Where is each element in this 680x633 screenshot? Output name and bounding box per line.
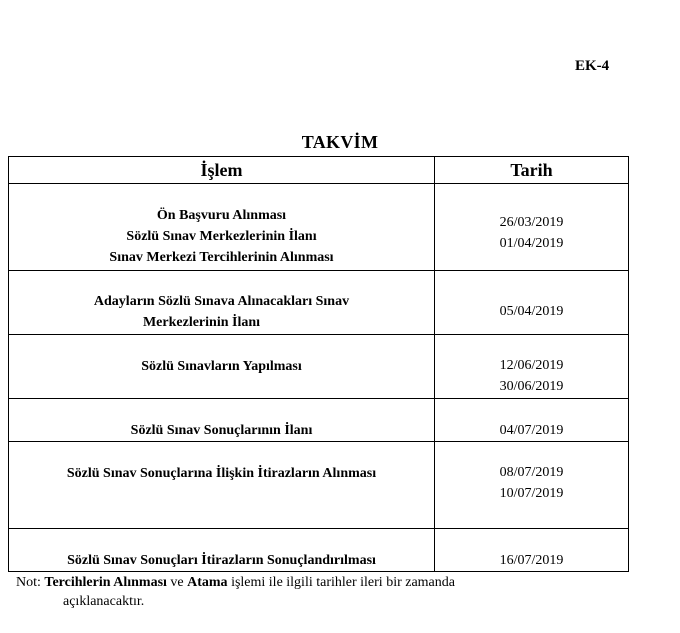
operation-line: Sözlü Sınav Sonuçlarına İlişkin İtirazların Alınması [66, 466, 377, 481]
operation-line: Sözlü Sınav Merkezlerinin İlanı [126, 229, 317, 244]
note-text: ve [170, 575, 184, 590]
table-row [9, 442, 629, 529]
table-header-row [9, 157, 629, 184]
date-cell [435, 442, 629, 529]
operation-cell [9, 184, 435, 271]
operation-line: Sözlü Sınav Sonuçları İtirazların Sonuçlandırılması [67, 553, 376, 568]
operation-cell [9, 335, 435, 399]
date-line: 26/03/2019 [499, 215, 564, 230]
table-row [9, 271, 629, 335]
header-operation: İşlem [9, 157, 435, 184]
operation-line: Sözlü Sınavların Yapılması [141, 359, 302, 374]
date-cell [435, 335, 629, 399]
operation-line: Sözlü Sınav Sonuçlarının İlanı [130, 423, 313, 438]
date-line: 12/06/2019 [499, 358, 564, 373]
note-line-2: açıklanacaktır. [63, 594, 145, 609]
date-cell [435, 271, 629, 335]
operation-cell [9, 442, 435, 529]
operation-cell [9, 529, 435, 572]
note-prefix: Not: [16, 575, 41, 590]
note-text: işlemi ile ilgili tarihler ileri bir zamanda [231, 575, 455, 590]
operation-line: Sınav Merkezi Tercihlerinin Alınması [109, 250, 334, 265]
date-cell [435, 184, 629, 271]
footnote [16, 573, 455, 611]
table-row [9, 184, 629, 271]
table-row [9, 399, 629, 442]
operation-line: Adayların Sözlü Sınava Alınacakları Sınav [93, 294, 350, 309]
date-line: 04/07/2019 [499, 423, 564, 438]
date-cell [435, 529, 629, 572]
note-bold-atama: Atama [187, 575, 228, 590]
date-line: 30/06/2019 [499, 379, 564, 394]
operation-cell [9, 399, 435, 442]
header-date: Tarih [435, 157, 629, 184]
operation-line: Ön Başvuru Alınması [156, 208, 287, 223]
table-row [9, 335, 629, 399]
date-line: 01/04/2019 [499, 236, 564, 251]
page-title: TAKVİM [301, 132, 379, 152]
table-row [9, 529, 629, 572]
date-line: 05/04/2019 [499, 304, 564, 319]
date-line: 16/07/2019 [499, 553, 564, 568]
date-cell [435, 399, 629, 442]
date-line: 10/07/2019 [499, 486, 564, 501]
calendar-table [8, 156, 629, 572]
annex-label: EK-4 [575, 58, 610, 74]
operation-cell [9, 271, 435, 335]
date-line: 08/07/2019 [499, 465, 564, 480]
note-bold-tercihler: Tercihlerin Alınması [44, 575, 167, 590]
operation-line: Merkezlerinin İlanı [142, 315, 261, 330]
